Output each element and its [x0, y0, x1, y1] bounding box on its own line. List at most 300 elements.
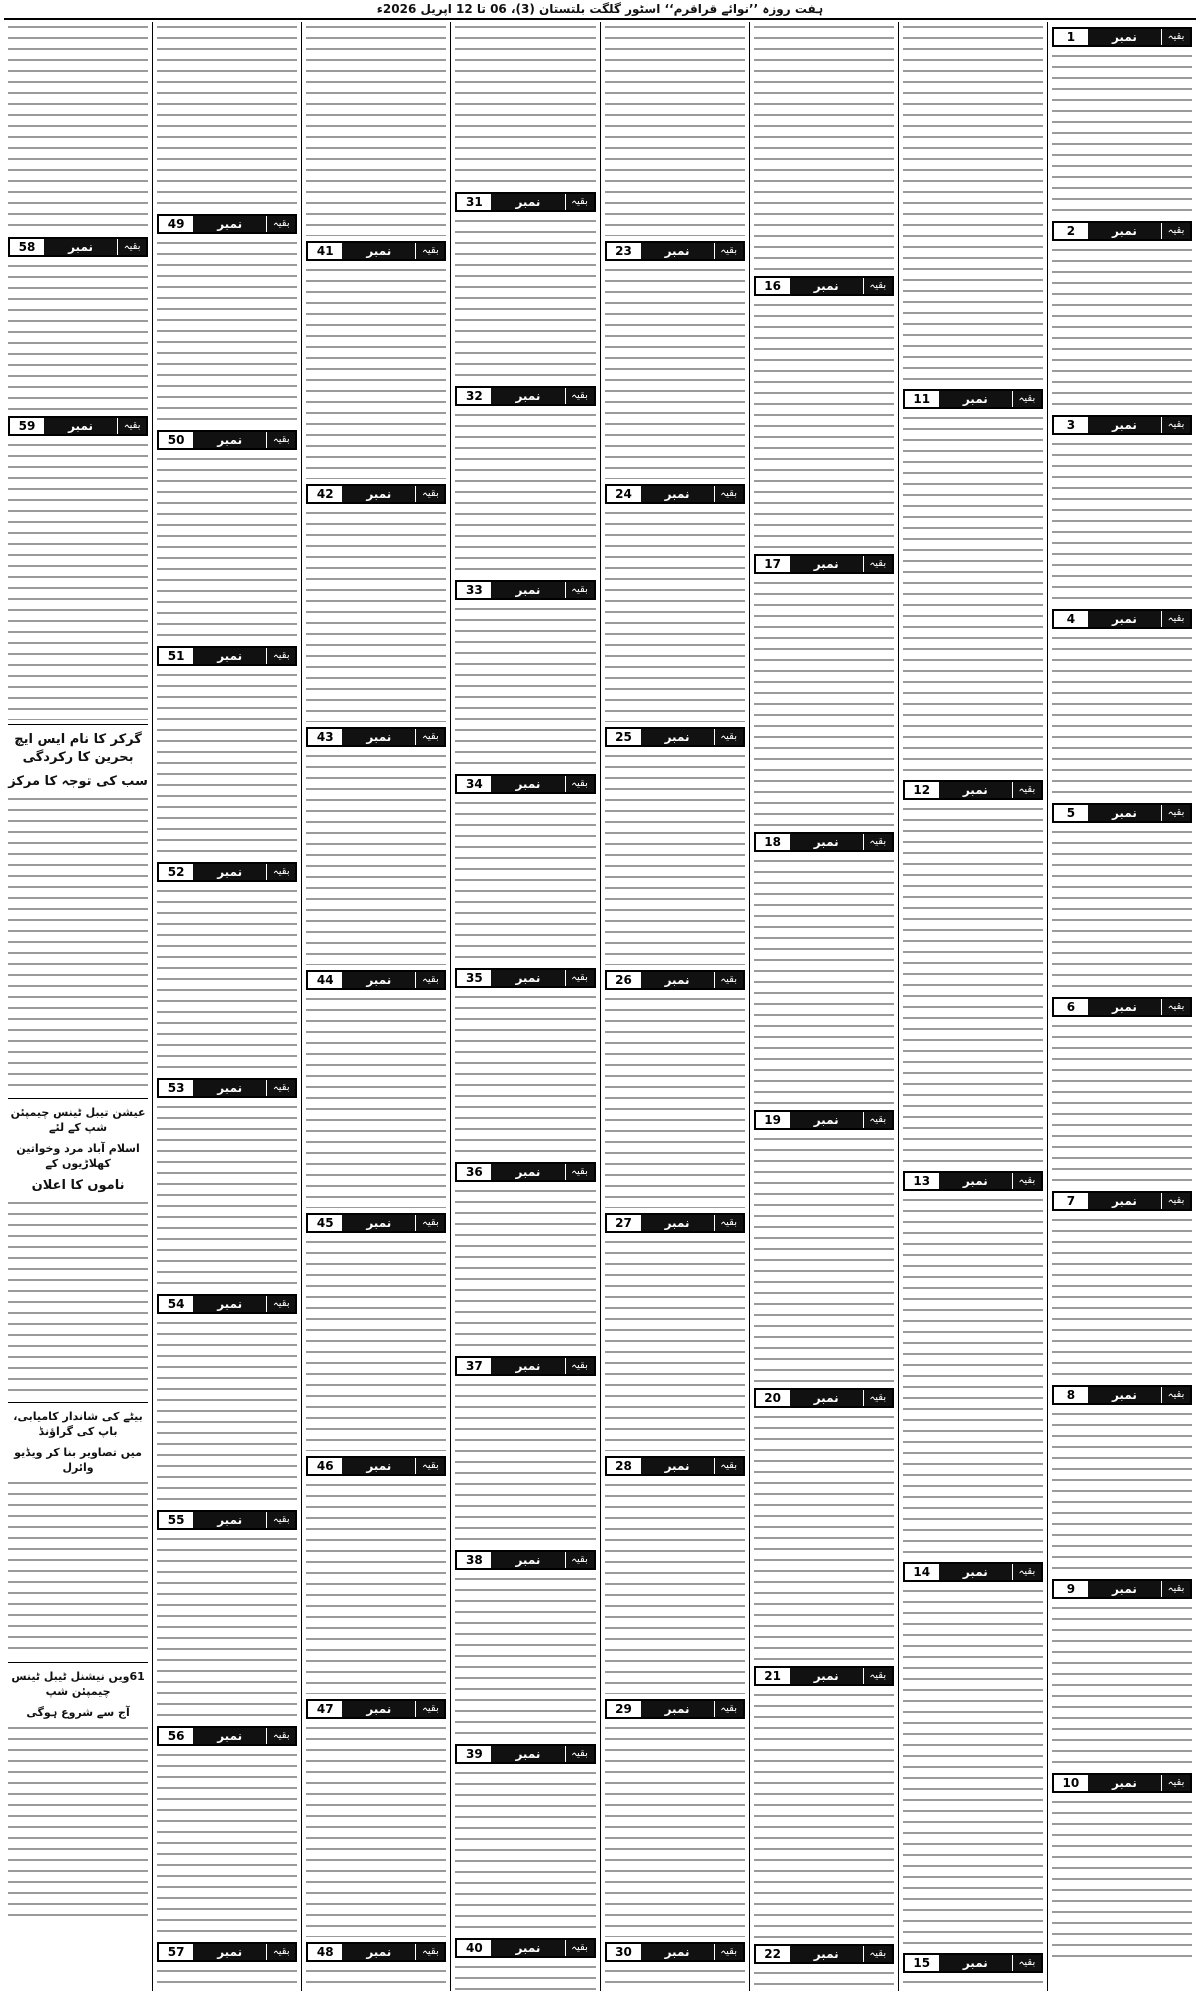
continuation-tag: بقیہ [863, 1946, 892, 1962]
continuation-header [605, 241, 745, 261]
continuation-number: 3 [1054, 417, 1088, 433]
continuation-tag: بقیہ [714, 486, 743, 502]
continuation-tag: بقیہ [266, 1080, 295, 1096]
continuation-header [157, 646, 297, 666]
continuation-header [455, 1162, 595, 1182]
continuation-word: نمبر [790, 1390, 863, 1406]
continuation-number: 13 [905, 1173, 939, 1189]
continuation-tag: بقیہ [863, 1390, 892, 1406]
continuation-word: نمبر [342, 1458, 415, 1474]
continuation-header [1052, 1579, 1192, 1599]
article-text [157, 1102, 297, 1289]
continuation-header [455, 386, 595, 406]
continuation-tag: بقیہ [565, 1746, 594, 1762]
continuation-word: نمبر [491, 1358, 564, 1374]
continuation-header [157, 1942, 297, 1962]
divider [8, 1662, 148, 1663]
continuation-tag: بقیہ [565, 388, 594, 404]
continuation-word: نمبر [342, 729, 415, 745]
column-1 [1047, 22, 1196, 1991]
continuation-header [903, 1953, 1043, 1973]
article-text [157, 22, 297, 209]
continuation-header [754, 1110, 894, 1130]
headline: عیشن تیبل ٹینس چیمپئن شپ کے لئے [10, 1106, 146, 1134]
continuation-tag: بقیہ [1161, 1775, 1190, 1791]
continuation-number: 16 [756, 278, 790, 294]
headline: ناموں کا اعلان [31, 1178, 125, 1193]
article-text [455, 604, 595, 769]
continuation-word: نمبر [491, 388, 564, 404]
continuation-word: نمبر [790, 1668, 863, 1684]
continuation-word: نمبر [193, 864, 266, 880]
continuation-number: 10 [1054, 1775, 1088, 1791]
continuation-header [455, 580, 595, 600]
continuation-header [605, 1456, 745, 1476]
continuation-header [455, 968, 595, 988]
continuation-tag: بقیہ [1161, 1387, 1190, 1403]
continuation-header [754, 1944, 894, 1964]
continuation-number: 56 [159, 1728, 193, 1744]
continuation-word: نمبر [44, 239, 117, 255]
article-text [8, 261, 148, 411]
article-text [8, 22, 148, 232]
continuation-tag: بقیہ [1012, 391, 1041, 407]
continuation-number: 20 [756, 1390, 790, 1406]
continuation-tag: بقیہ [415, 486, 444, 502]
continuation-tag: بقیہ [1012, 1564, 1041, 1580]
continuation-number: 2 [1054, 223, 1088, 239]
continuation-header [1052, 1773, 1192, 1793]
article-text [8, 440, 148, 720]
article-text [157, 886, 297, 1073]
headline: اسلام آباد مرد وخواتین کھلاڑیوں کے [16, 1142, 140, 1170]
continuation-header [306, 1456, 446, 1476]
article-text [8, 794, 148, 1094]
article-text [157, 1966, 297, 1991]
continuation-word: نمبر [193, 1728, 266, 1744]
continuation-number: 24 [607, 486, 641, 502]
continuation-tag: بقیہ [714, 972, 743, 988]
continuation-tag: بقیہ [1161, 805, 1190, 821]
continuation-tag: بقیہ [714, 1944, 743, 1960]
article-text [306, 508, 446, 722]
article-text [306, 1966, 446, 1991]
headline: سب کی توجہ کا مرکز [8, 774, 148, 789]
column-7 [152, 22, 301, 1991]
continuation-word: نمبر [193, 1080, 266, 1096]
continuation-number: 21 [756, 1668, 790, 1684]
article-text [157, 670, 297, 857]
continuation-number: 23 [607, 243, 641, 259]
continuation-word: نمبر [193, 1512, 266, 1528]
continuation-tag: بقیہ [1012, 782, 1041, 798]
continuation-number: 4 [1054, 611, 1088, 627]
continuation-number: 22 [756, 1946, 790, 1962]
continuation-tag: بقیہ [565, 1940, 594, 1956]
continuation-header [1052, 609, 1192, 629]
continuation-word: نمبر [1088, 805, 1161, 821]
continuation-header [1052, 1191, 1192, 1211]
article-text [306, 994, 446, 1208]
continuation-header [455, 1356, 595, 1376]
continuation-tag: بقیہ [714, 1215, 743, 1231]
continuation-tag: بقیہ [266, 1728, 295, 1744]
continuation-word: نمبر [939, 782, 1012, 798]
article-text [605, 1966, 745, 1991]
continuation-word: نمبر [1088, 1387, 1161, 1403]
article-text [1052, 1215, 1192, 1380]
article-text [754, 1412, 894, 1661]
continuation-header [157, 1510, 297, 1530]
headline: میں تصاویر بنا کر ویڈیو وائرل [14, 1446, 142, 1474]
continuation-header [754, 276, 894, 296]
continuation-header [1052, 221, 1192, 241]
continuation-word: نمبر [1088, 223, 1161, 239]
article-text [754, 578, 894, 827]
continuation-tag: بقیہ [266, 216, 295, 232]
continuation-word: نمبر [1088, 417, 1161, 433]
continuation-tag: بقیہ [117, 239, 146, 255]
continuation-number: 25 [607, 729, 641, 745]
headline: 61ویں نیشنل ٹیبل ٹینس چیمپئن شپ [11, 1670, 145, 1698]
article-text [455, 798, 595, 963]
article-text [903, 804, 1043, 1166]
continuation-header [754, 554, 894, 574]
continuation-header [157, 430, 297, 450]
continuation-header [8, 237, 148, 257]
continuation-word: نمبر [342, 1701, 415, 1717]
continuation-tag: بقیہ [863, 1668, 892, 1684]
continuation-word: نمبر [342, 1215, 415, 1231]
article-text [455, 1962, 595, 1991]
article-text [1052, 827, 1192, 992]
continuation-tag: بقیہ [863, 278, 892, 294]
article-text [1052, 1797, 1192, 1962]
continuation-number: 34 [457, 776, 491, 792]
continuation-tag: بقیہ [1161, 999, 1190, 1015]
divider [8, 1402, 148, 1403]
article-text [605, 1480, 745, 1694]
continuation-header [306, 1942, 446, 1962]
continuation-tag: بقیہ [565, 1358, 594, 1374]
article-text [1052, 1409, 1192, 1574]
continuation-number: 59 [10, 418, 44, 434]
continuation-header [903, 1171, 1043, 1191]
continuation-number: 6 [1054, 999, 1088, 1015]
continuation-number: 47 [308, 1701, 342, 1717]
continuation-tag: بقیہ [565, 1552, 594, 1568]
continuation-header [605, 1213, 745, 1233]
continuation-tag: بقیہ [266, 432, 295, 448]
column-6 [301, 22, 450, 1991]
continuation-header [754, 832, 894, 852]
continuation-number: 58 [10, 239, 44, 255]
continuation-header [306, 1213, 446, 1233]
continuation-header [903, 389, 1043, 409]
continuation-word: نمبر [44, 418, 117, 434]
article-text [455, 1768, 595, 1933]
continuation-tag: بقیہ [266, 1512, 295, 1528]
article-text [157, 454, 297, 641]
continuation-number: 32 [457, 388, 491, 404]
continuation-number: 54 [159, 1296, 193, 1312]
continuation-number: 12 [905, 782, 939, 798]
continuation-word: نمبر [1088, 1193, 1161, 1209]
continuation-tag: بقیہ [415, 729, 444, 745]
headline: گرکر کا نام ایس ایچ بحرین کا رکردگی [14, 732, 142, 765]
continuation-number: 43 [308, 729, 342, 745]
continuation-number: 46 [308, 1458, 342, 1474]
article-text [306, 265, 446, 479]
continuation-number: 35 [457, 970, 491, 986]
continuation-word: نمبر [193, 648, 266, 664]
article-text [605, 1723, 745, 1937]
continuation-word: نمبر [939, 1173, 1012, 1189]
continuation-number: 29 [607, 1701, 641, 1717]
continuation-word: نمبر [1088, 1581, 1161, 1597]
continuation-word: نمبر [193, 432, 266, 448]
article-text [157, 238, 297, 425]
continuation-number: 49 [159, 216, 193, 232]
article-text [455, 22, 595, 187]
continuation-tag: بقیہ [1012, 1173, 1041, 1189]
continuation-number: 28 [607, 1458, 641, 1474]
continuation-tag: بقیہ [415, 1458, 444, 1474]
continuation-word: نمبر [641, 729, 714, 745]
continuation-number: 30 [607, 1944, 641, 1960]
continuation-header [754, 1666, 894, 1686]
continuation-word: نمبر [491, 1164, 564, 1180]
continuation-word: نمبر [193, 1296, 266, 1312]
article-text [903, 413, 1043, 775]
continuation-word: نمبر [939, 1564, 1012, 1580]
continuation-word: نمبر [641, 1701, 714, 1717]
continuation-number: 40 [457, 1940, 491, 1956]
continuation-word: نمبر [491, 194, 564, 210]
continuation-word: نمبر [491, 1746, 564, 1762]
continuation-tag: بقیہ [1161, 611, 1190, 627]
article-text [157, 1534, 297, 1721]
continuation-number: 38 [457, 1552, 491, 1568]
continuation-word: نمبر [790, 556, 863, 572]
article-text [8, 1198, 148, 1398]
article-text [306, 751, 446, 965]
continuation-word: نمبر [790, 278, 863, 294]
article-text [455, 1574, 595, 1739]
continuation-header [8, 416, 148, 436]
continuation-word: نمبر [641, 1944, 714, 1960]
continuation-tag: بقیہ [266, 1296, 295, 1312]
article-text [754, 1690, 894, 1939]
continuation-header [306, 727, 446, 747]
continuation-tag: بقیہ [863, 1112, 892, 1128]
continuation-header [605, 1699, 745, 1719]
continuation-number: 7 [1054, 1193, 1088, 1209]
article-text [754, 300, 894, 549]
continuation-tag: بقیہ [565, 970, 594, 986]
continuation-header [306, 484, 446, 504]
article-text [903, 1977, 1043, 1991]
column-2 [898, 22, 1047, 1991]
continuation-header [455, 774, 595, 794]
continuation-word: نمبر [790, 1946, 863, 1962]
continuation-word: نمبر [790, 834, 863, 850]
continuation-header [1052, 803, 1192, 823]
article-text [605, 1237, 745, 1451]
continuation-tag: بقیہ [565, 776, 594, 792]
article-text [754, 1968, 894, 1991]
continuation-header [903, 780, 1043, 800]
column-5 [450, 22, 599, 1991]
continuation-number: 37 [457, 1358, 491, 1374]
continuation-tag: بقیہ [266, 864, 295, 880]
continuation-tag: بقیہ [565, 1164, 594, 1180]
continuation-word: نمبر [641, 486, 714, 502]
continuation-number: 55 [159, 1512, 193, 1528]
continuation-number: 41 [308, 243, 342, 259]
continuation-word: نمبر [1088, 999, 1161, 1015]
headline: آج سے شروع ہوگی [26, 1706, 130, 1719]
continuation-header [605, 484, 745, 504]
continuation-number: 1 [1054, 29, 1088, 45]
continuation-tag: بقیہ [415, 972, 444, 988]
article-text [1052, 633, 1192, 798]
continuation-number: 53 [159, 1080, 193, 1096]
continuation-word: نمبر [193, 216, 266, 232]
continuation-header [455, 1744, 595, 1764]
continuation-tag: بقیہ [415, 1215, 444, 1231]
continuation-tag: بقیہ [266, 648, 295, 664]
continuation-word: نمبر [641, 972, 714, 988]
continuation-tag: بقیہ [1161, 417, 1190, 433]
article-text [754, 22, 894, 271]
article-text [455, 1380, 595, 1545]
continuation-header [1052, 1385, 1192, 1405]
continuation-header [157, 1726, 297, 1746]
continuation-word: نمبر [1088, 1775, 1161, 1791]
continuation-header [306, 241, 446, 261]
continuation-tag: بقیہ [117, 418, 146, 434]
continuation-number: 15 [905, 1955, 939, 1971]
article-text [1052, 51, 1192, 216]
continuation-number: 27 [607, 1215, 641, 1231]
continuation-tag: بقیہ [415, 1701, 444, 1717]
continuation-number: 5 [1054, 805, 1088, 821]
continuation-word: نمبر [790, 1112, 863, 1128]
continuation-number: 18 [756, 834, 790, 850]
continuation-tag: بقیہ [565, 582, 594, 598]
continuation-header [754, 1388, 894, 1408]
continuation-number: 42 [308, 486, 342, 502]
continuation-word: نمبر [491, 776, 564, 792]
continuation-tag: بقیہ [1012, 1955, 1041, 1971]
article-text [605, 22, 745, 236]
continuation-header [1052, 415, 1192, 435]
continuation-tag: بقیہ [1161, 223, 1190, 239]
columns-container [4, 22, 1196, 1991]
continuation-tag: بقیہ [1161, 1581, 1190, 1597]
article-text [8, 1478, 148, 1658]
divider [8, 1098, 148, 1099]
continuation-tag: بقیہ [565, 194, 594, 210]
continuation-word: نمبر [641, 1215, 714, 1231]
continuation-number: 31 [457, 194, 491, 210]
continuation-header [605, 727, 745, 747]
column-3 [749, 22, 898, 1991]
continuation-number: 17 [756, 556, 790, 572]
article-text [754, 1134, 894, 1383]
continuation-header [903, 1562, 1043, 1582]
column-8 [4, 22, 152, 1991]
article-text [455, 992, 595, 1157]
continuation-word: نمبر [641, 243, 714, 259]
continuation-header [157, 1294, 297, 1314]
continuation-header [157, 214, 297, 234]
continuation-tag: بقیہ [415, 1944, 444, 1960]
article-text [157, 1318, 297, 1505]
article-text [903, 22, 1043, 384]
continuation-header [455, 192, 595, 212]
continuation-word: نمبر [939, 391, 1012, 407]
continuation-word: نمبر [491, 1940, 564, 1956]
continuation-tag: بقیہ [714, 729, 743, 745]
article-text [306, 1237, 446, 1451]
article-text [455, 410, 595, 575]
continuation-number: 33 [457, 582, 491, 598]
continuation-tag: بقیہ [863, 556, 892, 572]
continuation-tag: بقیہ [714, 1701, 743, 1717]
continuation-header [605, 970, 745, 990]
continuation-number: 26 [607, 972, 641, 988]
continuation-tag: بقیہ [1161, 29, 1190, 45]
continuation-word: نمبر [939, 1955, 1012, 1971]
article-text [1052, 439, 1192, 604]
continuation-word: نمبر [1088, 611, 1161, 627]
continuation-header [157, 862, 297, 882]
continuation-number: 52 [159, 864, 193, 880]
article-text [1052, 1021, 1192, 1186]
continuation-word: نمبر [342, 1944, 415, 1960]
continuation-tag: بقیہ [266, 1944, 295, 1960]
continuation-header [306, 1699, 446, 1719]
continuation-number: 39 [457, 1746, 491, 1762]
headline: بیٹے کی شاندار کامیابی، باپ کی گراؤنڈ [13, 1410, 143, 1438]
continuation-tag: بقیہ [1161, 1193, 1190, 1209]
continuation-word: نمبر [491, 1552, 564, 1568]
continuation-number: 9 [1054, 1581, 1088, 1597]
divider [8, 724, 148, 725]
article-text [605, 508, 745, 722]
continuation-tag: بقیہ [714, 243, 743, 259]
article-text [157, 1750, 297, 1937]
continuation-number: 11 [905, 391, 939, 407]
continuation-word: نمبر [342, 243, 415, 259]
continuation-word: نمبر [641, 1458, 714, 1474]
continuation-header [1052, 27, 1192, 47]
continuation-word: نمبر [1088, 29, 1161, 45]
article-text [754, 856, 894, 1105]
continuation-number: 36 [457, 1164, 491, 1180]
article-text [306, 1480, 446, 1694]
article-text [306, 1723, 446, 1937]
continuation-header [605, 1942, 745, 1962]
article-text [1052, 245, 1192, 410]
continuation-number: 8 [1054, 1387, 1088, 1403]
continuation-word: نمبر [491, 582, 564, 598]
article-text [306, 22, 446, 236]
article-text [903, 1195, 1043, 1557]
article-text [903, 1586, 1043, 1948]
